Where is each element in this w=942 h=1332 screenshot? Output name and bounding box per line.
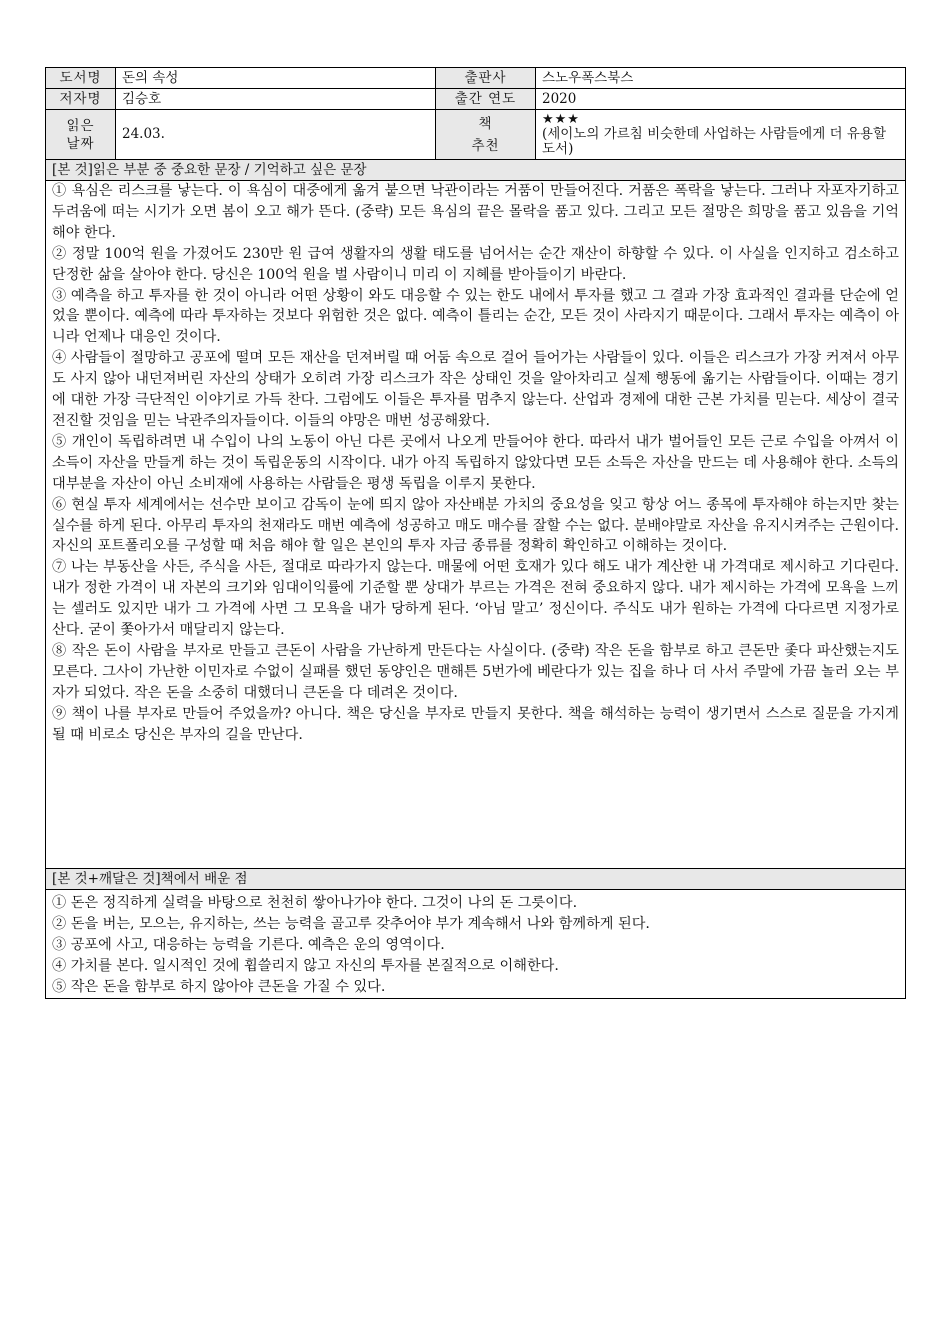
quote-item: ③ 예측을 하고 투자를 한 것이 아니라 어떤 상황이 와도 대응할 수 있는 한도 내에서 투자를 했고 그 결과 가장 효과적인 결과를 단순에 얻었을 뿐이다. 예측에 따라 투자하는 것보다 위험한 것은 없다. 예측이 틀리는 순간, 모든 것이 사라지기 때문이다. 그래서 투자는 예측이 아니라 언제나 대응인 것이다. [52,287,899,346]
recommend-value [536,110,906,160]
quotes-header-row [46,160,906,181]
title-label: 도서명 [46,68,116,89]
lessons-body-row [46,890,906,999]
recommend-note: (세이노의 가르침 비슷한데 사업하는 사람들에게 더 유용할 도서) [542,126,886,157]
lesson-item: ④ 가치를 본다. 일시적인 것에 휩쓸리지 않고 자신의 투자를 본질적으로 이해한다. [52,958,559,974]
read-date-label-line1: 읽은 [66,117,95,134]
lessons-body [46,890,906,999]
lesson-item: ① 돈은 정직하게 실력을 바탕으로 천천히 쌓아나가야 한다. 그것이 나의 돈 그릇이다. [52,895,578,911]
quote-item: ⑧ 작은 돈이 사람을 부자로 만들고 큰돈이 사람을 가난하게 만든다는 사실이다. (중략) 작은 돈을 함부로 하고 큰돈만 좇다 파산했는지도 모른다. 그사이 가난한 이민자로 수없이 실패를 했던 동양인은 맨해튼 5번가에 베란다가 있는 집을 하나 더 사서 주말에 가끔 놀러 오는 부자가 되었다. 작은 돈을 소중히 대했더니 큰돈을 다 데려온 것이다. [52,642,899,701]
lessons-list [52,893,899,998]
read-date-value: 24.03. [116,110,436,160]
quote-item: ① 욕심은 리스크를 낳는다. 이 욕심이 대중에게 옮겨 붙으면 낙관이라는 거품이 만들어진다. 거품은 폭락을 낳는다. 그러나 자포자기하고 두려움에 떠는 시기가 오면 봄이 오고 해가 뜬다. (중략) 모든 욕심의 끝은 몰락을 품고 있다. 그리고 모든 절망은 희망을 품고 있음을 기억해야 한다. [52,183,899,241]
author-row [46,89,906,110]
quote-item: ② 정말 100억 원을 가졌어도 230만 원 급여 생활자의 생활 태도를 넘어서는 순간 재산이 하향할 수 있다. 이 사실을 인지하고 검소하고 단정한 삶을 살아야 한다. 당신은 100억 원을 벌 사람이니 미리 이 지혜를 받아들이기 바란다. [52,245,899,283]
quote-item: ⑨ 책이 나를 부자로 만들어 주었을까? 아니다. 책은 당신을 부자로 만들지 못한다. 책을 해석하는 능력이 생기면서 스스로 질문을 가지게 될 때 비로소 당신은 부자의 길을 만난다. [52,705,899,743]
publisher-value: 스노우폭스북스 [536,68,906,89]
quotes-body [46,181,906,869]
author-label: 저자명 [46,89,116,110]
lessons-header-row [46,869,906,890]
publisher-label: 출판사 [436,68,536,89]
author-value: 김승호 [116,89,436,110]
year-value: 2020 [536,89,906,110]
quote-item: ⑤ 개인이 독립하려면 내 수입이 나의 노동이 아닌 다른 곳에서 나오게 만들어야 한다. 따라서 내가 벌어들인 모든 근로 수입을 아껴서 이 소득이 자산을 만들게 하는 것이 독립운동의 시작이다. 내가 아직 독립하지 않았다면 모든 소득은 자산을 만드는 데 사용해야 한다. 소득의 대부분을 자산이 아닌 소비재에 사용하는 사람들은 평생 독립을 이루지 못한다. [52,433,899,492]
quotes-header: [본 것]읽은 부분 중 중요한 문장 / 기억하고 싶은 문장 [46,160,906,181]
year-label: 출간 연도 [436,89,536,110]
recommend-stars: ★★★ [542,112,580,127]
recommend-label-line1: 책 [478,115,493,132]
quote-item: ⑥ 현실 투자 세계에서는 선수만 보이고 감독이 눈에 띄지 않아 자산배분 가치의 중요성을 잊고 항상 어느 종목에 투자해야 하는지만 찾는 실수를 하게 된다. 아무리 투자의 천재라도 매번 예측에 성공하고 매도 매수를 잘할 수는 없다. 분배야말로 자산을 유지시켜주는 근원이다. 자신의 포트폴리오를 구성할 때 처음 해야 할 일은 본인의 투자 자금 종류를 정확히 확인하고 이해하는 것이다. [52,496,899,555]
quotes-body-row [46,181,906,869]
read-date-label [46,110,116,160]
date-recommend-row [46,110,906,160]
lesson-item: ⑤ 작은 돈을 함부로 하지 않아야 큰돈을 가질 수 있다. [52,979,386,995]
book-report-table [45,67,906,999]
recommend-label [436,110,536,160]
lesson-item: ③ 공포에 사고, 대응하는 능력을 기른다. 예측은 운의 영역이다. [52,937,445,953]
recommend-label-line2: 추천 [471,137,500,154]
title-value: 돈의 속성 [116,68,436,89]
quote-item: ⑦ 나는 부동산을 사든, 주식을 사든, 절대로 따라가지 않는다. 매물에 어떤 호재가 있다 해도 내가 계산한 내 가격대로 제시하고 기다린다. 내가 정한 가격이 내 자본의 크기와 임대이익률에 기준할 뿐 상대가 부르는 가격은 전혀 중요하지 않다. 내가 제시하는 가격에 모욕을 느끼는 셀러도 있지만 내가 그 가격에 사면 그 모욕을 내가 당하게 된다. ‘아님 말고’ 정신이다. 주식도 내가 원하는 가격에 다다르면 지정가로 산다. 굳이 쫓아가서 매달리지 않는다. [52,559,899,639]
read-date-label-line2: 날짜 [66,135,95,152]
lessons-header: [본 것+깨달은 것]책에서 배운 점 [46,869,906,890]
title-row [46,68,906,89]
lesson-item: ② 돈을 버는, 모으는, 유지하는, 쓰는 능력을 골고루 갖추어야 부가 계속해서 나와 함께하게 된다. [52,916,650,932]
quote-item: ④ 사람들이 절망하고 공포에 떨며 모든 재산을 던져버릴 때 어둠 속으로 걸어 들어가는 사람들이 있다. 이들은 리스크가 가장 커져서 아무도 사지 않아 내던져버린 자산의 상태가 오히려 가장 리스크가 작은 상태인 것을 알아차리고 실제 행동에 옮기는 사람들이다. 이때는 경기에 대한 가장 극단적인 이야기로 가득 찬다. 그럼에도 이들은 투자를 멈추지 않는다. 산업과 경제에 대한 근본 가치를 믿는다. 세상이 결국 전진할 것임을 믿는 낙관주의자들이다. 이들의 야망은 매번 성공해왔다. [52,350,899,429]
